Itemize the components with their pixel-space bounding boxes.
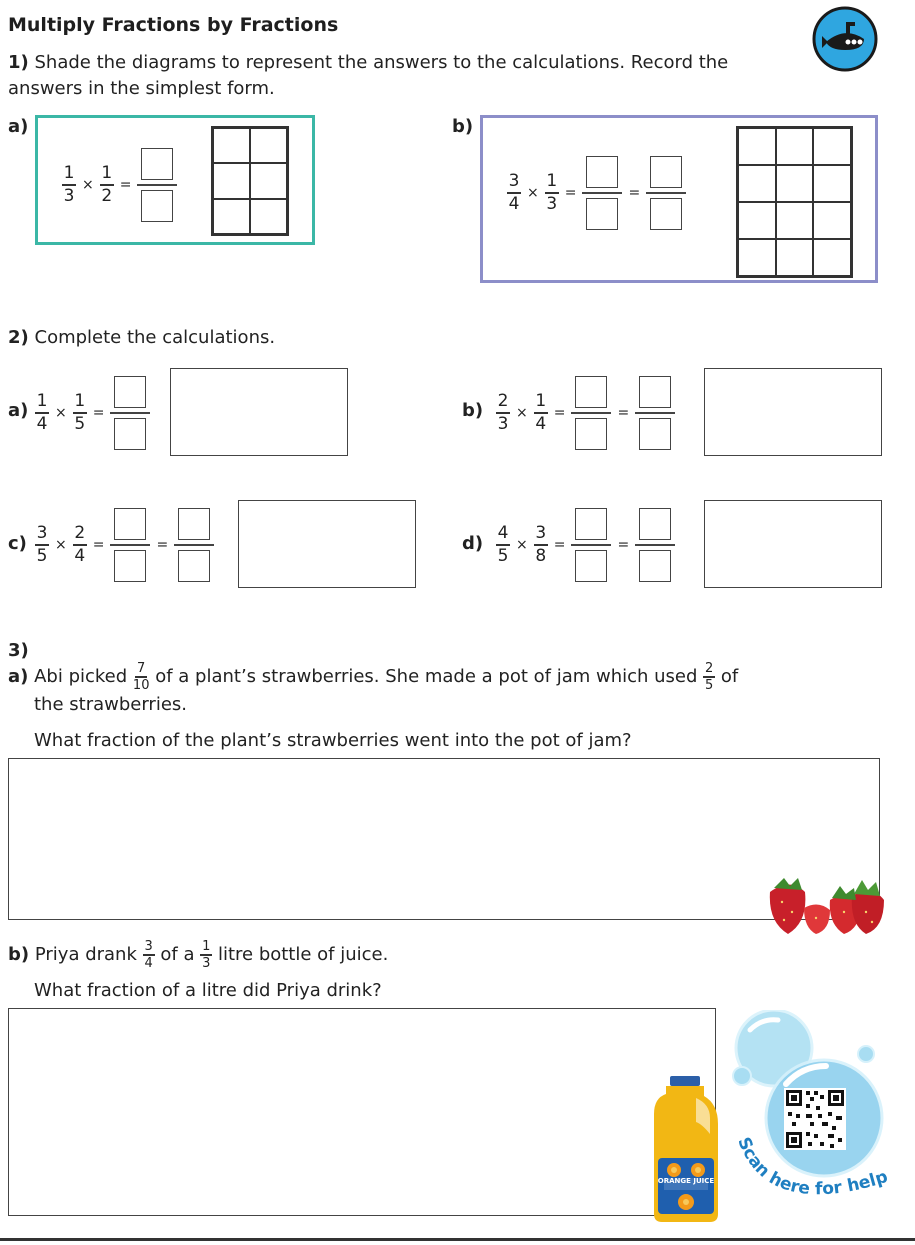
q2a-answer-fraction[interactable]	[110, 376, 150, 450]
q2c-label: c)	[8, 533, 27, 554]
strawberries-image	[760, 872, 890, 938]
q1b-shading-grid[interactable]	[736, 126, 853, 278]
q2c-working-box[interactable]	[238, 500, 416, 588]
q2a-label: a)	[8, 400, 29, 421]
q2a-calculation: $\frac{1}{4}$ × $\frac{1}{5}$ =	[35, 368, 150, 458]
q3a-question: What fraction of the plant’s strawberries went into the pot of jam?	[34, 730, 632, 751]
q2d-calculation: $\frac{4}{5}$ × $\frac{3}{8}$ = =	[496, 500, 675, 590]
q2d-working-box[interactable]	[704, 500, 882, 588]
q2d-label: d)	[462, 533, 484, 554]
q1a-panel	[35, 115, 315, 245]
q1a-label: a)	[8, 116, 29, 137]
q3a-text-line2: the strawberries.	[34, 694, 188, 715]
q1a-calculation: $\frac{1}{3}$ × $\frac{1}{2}$ =	[62, 148, 177, 222]
q1b-answer-fraction-1[interactable]	[582, 156, 622, 230]
q2c-fraction-2: $\frac{2}{4}$	[74, 523, 86, 566]
q1-text: Shade the diagrams to represent the answers to the calculations. Record the answers in the simplest form.	[8, 52, 729, 99]
q1a-fraction-1: $\frac{1}{3}$	[63, 163, 75, 206]
q2b-label: b)	[462, 400, 484, 421]
svg-text:Scan here for help!	[726, 1120, 890, 1199]
q3a-answer-box[interactable]	[8, 758, 880, 920]
submarine-icon	[812, 6, 878, 72]
q3b-fraction-2: $\frac{1}{3}$	[202, 939, 211, 971]
q2d-answer-fraction-1[interactable]	[571, 508, 611, 582]
q2b-fraction-1: $\frac{2}{3}$	[497, 391, 509, 434]
q1b-calculation: $\frac{3}{4}$ × $\frac{1}{3}$ = =	[507, 156, 686, 230]
scan-here-text: Scan here for help	[733, 1134, 891, 1200]
q2b-answer-fraction-2[interactable]	[635, 376, 675, 450]
q2a-working-box[interactable]	[170, 368, 348, 456]
q2a-fraction-2: $\frac{1}{5}$	[74, 391, 86, 434]
scan-here-link[interactable]	[726, 1120, 915, 1225]
q2b-calculation: $\frac{2}{3}$ × $\frac{1}{4}$ = =	[496, 368, 675, 458]
q2a-fraction-1: $\frac{1}{4}$	[36, 391, 48, 434]
q2d-fraction-1: $\frac{4}{5}$	[497, 523, 509, 566]
q1-instruction	[8, 50, 798, 102]
q2c-answer-fraction-2[interactable]	[174, 508, 214, 582]
q1b-panel	[480, 115, 878, 283]
q1b-fraction-1: $\frac{3}{4}$	[508, 171, 520, 214]
q1b-label: b)	[452, 116, 474, 137]
q3-number: 3)	[8, 640, 29, 661]
q3a-text: a) Abi picked $\frac{7}{10}$ of a plant’s strawberries. She made a pot of jam which used $\frac{2}{5}$ of	[8, 661, 739, 693]
q3a-fraction-2: $\frac{2}{5}$	[705, 661, 714, 693]
q2b-answer-fraction-1[interactable]	[571, 376, 611, 450]
q2b-fraction-2: $\frac{1}{4}$	[535, 391, 547, 434]
q2b-working-box[interactable]	[704, 368, 882, 456]
q3b-fraction-1: $\frac{3}{4}$	[144, 939, 153, 971]
q3b-text: b) Priya drank $\frac{3}{4}$ of a $\frac{1}{3}$ litre bottle of juice.	[8, 939, 389, 971]
juice-bottle-image	[652, 1074, 724, 1224]
juice-label-text: ORANGE JUICE	[657, 1177, 715, 1185]
page-title: Multiply Fractions by Fractions	[8, 14, 339, 36]
q2d-fraction-2: $\frac{3}{8}$	[535, 523, 547, 566]
q2c-fraction-1: $\frac{3}{5}$	[36, 523, 48, 566]
q1a-fraction-2: $\frac{1}{2}$	[101, 163, 113, 206]
q2-instruction: 2) Complete the calculations.	[8, 327, 276, 348]
q2c-answer-fraction-1[interactable]	[110, 508, 150, 582]
q3b-question: What fraction of a litre did Priya drink?	[34, 980, 382, 1001]
q1b-answer-fraction-2[interactable]	[646, 156, 686, 230]
q3b-answer-box[interactable]	[8, 1008, 716, 1216]
q2c-calculation: $\frac{3}{5}$ × $\frac{2}{4}$ = =	[35, 500, 214, 590]
q2d-answer-fraction-2[interactable]	[635, 508, 675, 582]
page-bottom-rule	[0, 1238, 915, 1241]
q1b-fraction-2: $\frac{1}{3}$	[546, 171, 558, 214]
q3a-fraction-1: $\frac{7}{10}$	[132, 661, 150, 693]
q1a-shading-grid[interactable]	[211, 126, 289, 236]
q1a-answer-fraction[interactable]	[137, 148, 177, 222]
q1-number: 1)	[8, 52, 29, 73]
